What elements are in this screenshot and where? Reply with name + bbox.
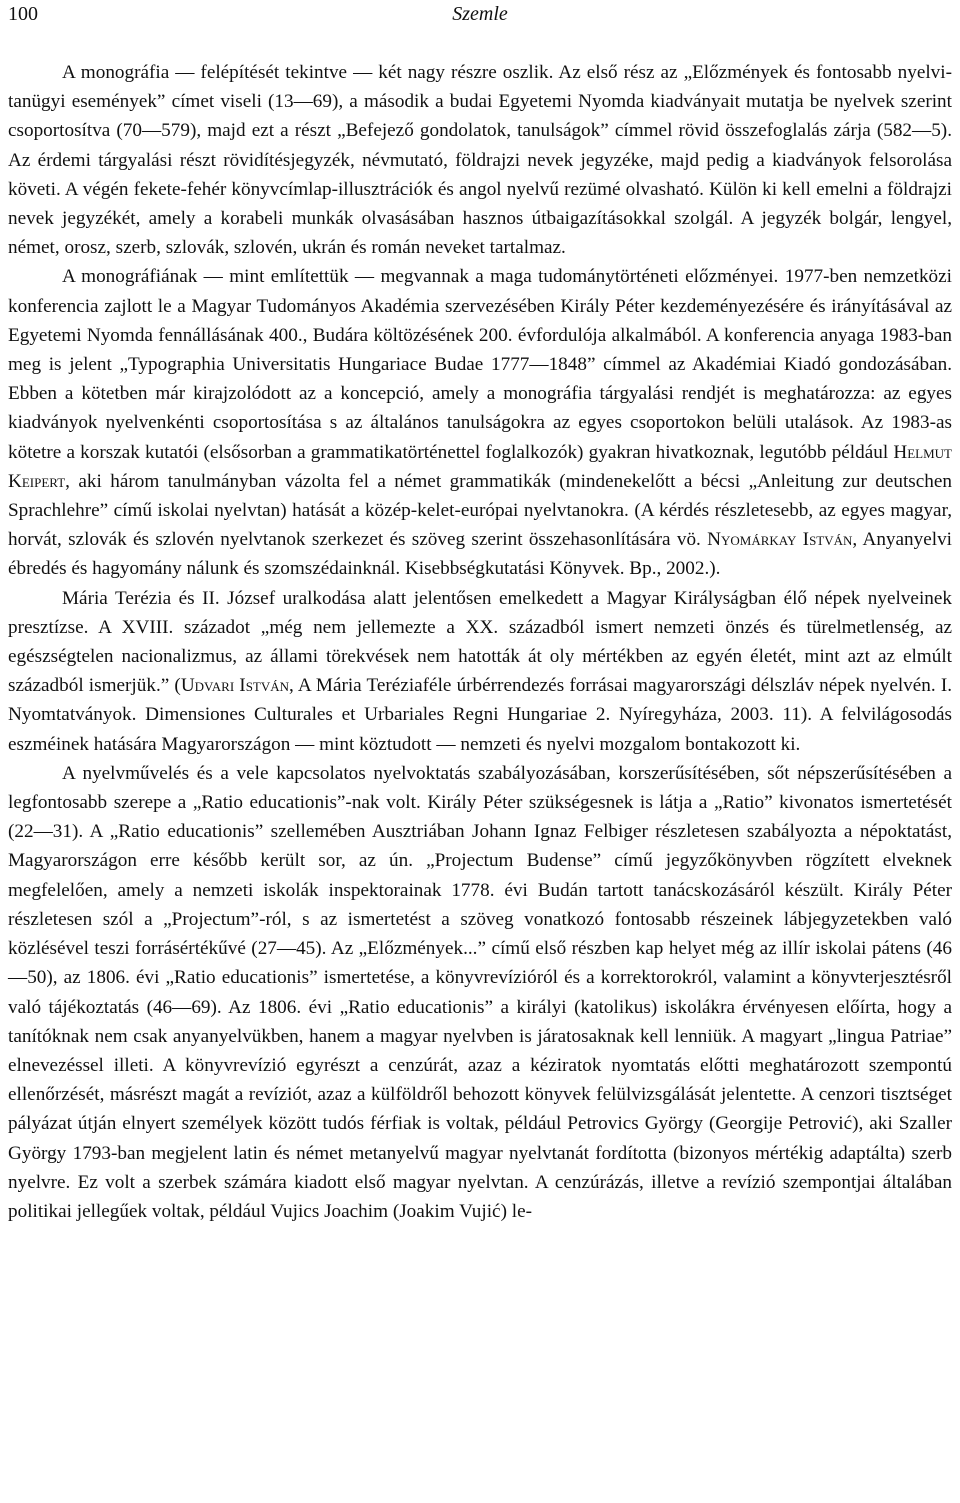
author-name: Udvari István	[180, 675, 290, 697]
paragraph-text: A monográfiának — mint említettük — megvannak a maga tudománytörténeti előzményei. 1977-ben nemzetközi konferencia zajlott le a Magyar Tudományos Akadémia szervezésében Király Péter kezdeményezésére és irányításával az Egyetemi Nyomda fennállásának 400., Budára költözésének 200. évfordulója alkalmából. A konferencia anyaga 1983-ban meg is jelent „Typographia Universitatis Hungariace Budae 1777—1848” címmel az Akadémiai Kiadó gondozásában. Ebben a kötetben már kirajzolódott az a koncepció, amely a monográfia tárgyalási rendjét is meghatározza: az egyes kiadványok nyelvenkénti csoportosítása s az általános tanulságokra az egyes csoportokon belüli utalások. Az 1983-as kötetre a korszak kutatói (elsősorban a grammatikatörténettel foglalkozók) gyakran hivatkoznak, legutóbb például	[8, 266, 952, 463]
journal-title: Szemle	[452, 3, 508, 25]
paragraph	[8, 262, 952, 583]
paragraph-text: A nyelvművelés és a vele kapcsolatos nyelvoktatás szabályozásában, korszerűsítésében, sőt népszerűsítésében a legfontosabb szerepe a „Ratio educationis”-nak volt. Király Péter szükségesnek is látja a „Ratio” kivonatos ismertetését (22—31). A „Ratio educationis” szellemében Ausztriában Johann Ignaz Felbiger részletesen szabályozta a népoktatást, Magyarországon erre később került sor, az ún. „Projectum Budense” című jegyzőkönyvben rögzített elveknek megfelelően, amely a nemzeti iskolák inspektorainak 1778. évi Budán tartott tanácskozásáról készült. Király Péter részletesen szól a „Projectum”-ról, s az ismertetést a szöveg vonatkozó fontosabb részeinek lábjegyzetekben való közlésével teszi forrásértékűvé (27—45). Az „Előzmények...” című első részben kap helyet még az illír iskolai pátens (46—50), az 1806. évi „Ratio educationis” ismertetése, a könyvrevízióról és a korrektorokról, valamint a könyvterjesztésről való tájékoztatás (46—69). Az 1806. évi „Ratio educationis” a királyi (katolikus) iskolákra érvényesen előírta, hogy a tanítóknak nem csak anyanyelvükben, hanem a magyar nyelvben is járatosaknak kell lenniük. A magyart „lingua Patriae” elnevezéssel illeti. A könyvrevízió egyrészt a cenzúrát, azaz a kéziratok nyomtatás előtti meghatározott szempontú ellenőrzését, másrészt magát a revíziót, azaz a külföldről behozott könyvek felülvizsgálását jelentette. A cenzori tisztséget pályázat útján elnyert személyek között tudós férfiak is voltak, például Petrovics György (Georgije Petrović), aki Szaller György 1793-ban megjelent latin és német metanyelvű magyar nyelvtanát fordította (bizonyos mértékig adaptálta) szerb nyelvre. Ez volt a szerbek számára kiadott első magyar nyelvtan. A cenzúrázás, illetve a revízió szempontjai általában politikai jellegűek voltak, például Vujics Joachim (Joakim Vujić) le-	[8, 762, 952, 1222]
paragraph-text: Mária Terézia és II. József uralkodása alatt jelentősen emelkedett a Magyar Királyságban élő népek nyelveinek presztízse. A XVIII. századot „még nem jellemezte a XX. századból ismert nemzeti önzés és türelmetlenség, az egészségtelen nacionalizmus, az állami törekvések nem hatották át oly mértékben az egyén életét, mint azt az elmúlt századból ismerjük.” (	[8, 587, 952, 697]
running-head	[8, 0, 952, 30]
paragraph	[8, 759, 952, 1226]
paragraph-text: , aki három tanulmányban vázolta fel a német grammatikák (mindenekelőtt a bécsi „Anleitung zur deutschen Sprachlehre” című iskolai nyelvtan) hatását a közép-kelet-európai nyelvtanokra. (A kérdés részletesebb, az egyes magyar, horvát, szlovák és szlovén nyelvtanok szerkezet és szöveg szerint összehasonlítására vö.	[8, 470, 952, 551]
author-name: Helmut Keipert	[8, 441, 952, 492]
article-body	[8, 58, 952, 1226]
paragraph-text: A monográfia — felépítését tekintve — két nagy részre oszlik. Az első rész az „Előzmények és fontosabb nyelvi-tanügyi események” címet viseli (13—69), a második a budai Egyetemi Nyomda kiadványait mutatja be nyelvek szerint csoportosítva (70—579), majd ezt a részt „Befejező gondolatok, tanulságok” címmel rövid összefoglalás zárja (582—5). Az érdemi tárgyalási részt rövidítésjegyzék, névmutató, földrajzi nevek jegyzéke, majd pedig a kiadványok felsorolása követi. A végén fekete-fehér könyvcímlap-illusztrációk és angol nyelvű rezümé olvasható. Külön ki kell emelni a földrajzi nevek jegyzékét, amely a korabeli munkák olvasásában hasznos útbaigazításokkal szolgál. A jegyzék bolgár, lengyel, német, orosz, szerb, szlovák, szlovén, ukrán és román neveket tartalmaz.	[8, 62, 952, 259]
paragraph-text: , A Mária Teréziaféle úrbérrendezés forrásai magyarországi délszláv népek nyelvén. I. Nyomtatványok. Dimensiones Culturales et Urbariales Regni Hungariae 2. Nyíregyháza, 2003. 11). A felvilágosodás eszméinek hatására Magyarországon — mint köztudott — nemzeti és nyelvi mozgalom bontakozott ki.	[8, 675, 953, 755]
page-number: 100	[8, 3, 38, 25]
paragraph	[8, 584, 952, 759]
author-name: Nyomárkay István	[707, 529, 853, 551]
paragraph-text: , Anyanyelvi ébredés és hagyomány nálunk és szomszédainknál. Kisebbségkutatási Könyvek. Bp., 2002.).	[8, 529, 952, 580]
paragraph	[8, 58, 952, 262]
